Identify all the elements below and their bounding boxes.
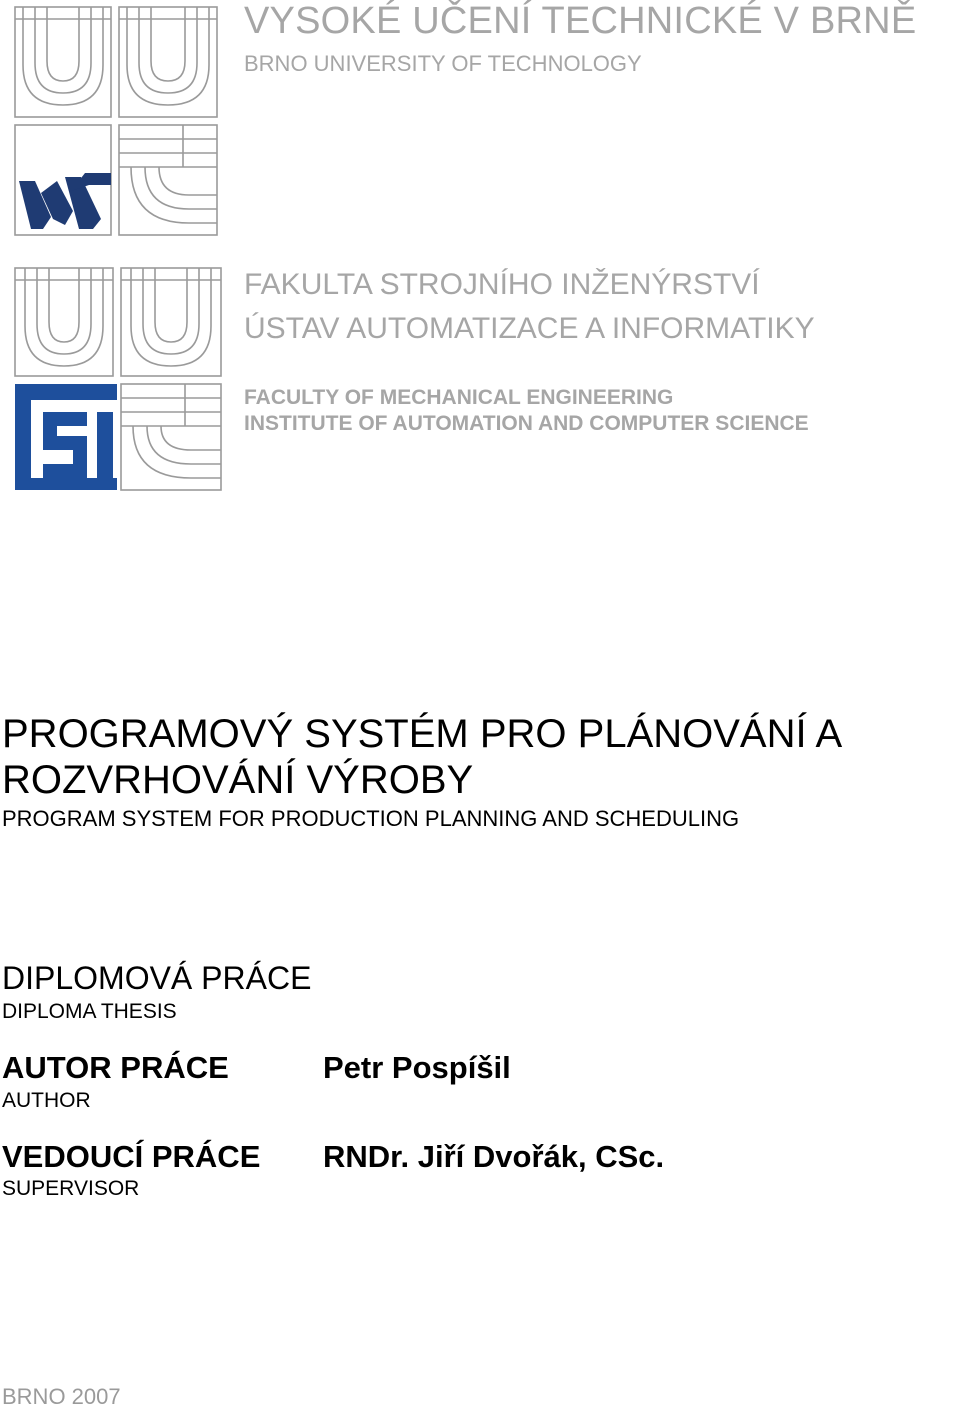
university-name-en: BRNO UNIVERSITY OF TECHNOLOGY [244,51,642,76]
vut-logo-icon [13,5,219,237]
institute-name-cz: ÚSTAV AUTOMATIZACE A INFORMATIKY [244,312,815,345]
faculty-name-cz: FAKULTA STROJNÍHO INŽENÝRSTVÍ [244,268,760,301]
footer-place-year: BRNO 2007 [2,1384,121,1409]
thesis-title-en: PROGRAM SYSTEM FOR PRODUCTION PLANNING AND SCHEDULING [2,806,740,831]
thesis-title-cz-line2: ROZVRHOVÁNÍ VÝROBY [2,758,474,802]
author-label-en: AUTHOR [2,1089,91,1112]
faculty-name-en: FACULTY OF MECHANICAL ENGINEERING [244,386,674,409]
author-label-cz: AUTOR PRÁCE [2,1050,229,1085]
thesis-type-cz: DIPLOMOVÁ PRÁCE [2,960,312,996]
supervisor-label-en: SUPERVISOR [2,1177,140,1200]
institute-name-en: INSTITUTE OF AUTOMATION AND COMPUTER SCIENCE [244,412,809,435]
author-name: Petr Pospíšil [323,1050,511,1085]
supervisor-label-cz: VEDOUCÍ PRÁCE [2,1139,261,1174]
supervisor-name: RNDr. Jiří Dvořák, CSc. [323,1139,665,1174]
thesis-type-en: DIPLOMA THESIS [2,1000,177,1023]
fsi-logo-icon [13,266,223,492]
university-name-cz: VYSOKÉ UČENÍ TECHNICKÉ V BRNĚ [244,0,917,42]
thesis-title-cz-line1: PROGRAMOVÝ SYSTÉM PRO PLÁNOVÁNÍ A [2,712,843,756]
